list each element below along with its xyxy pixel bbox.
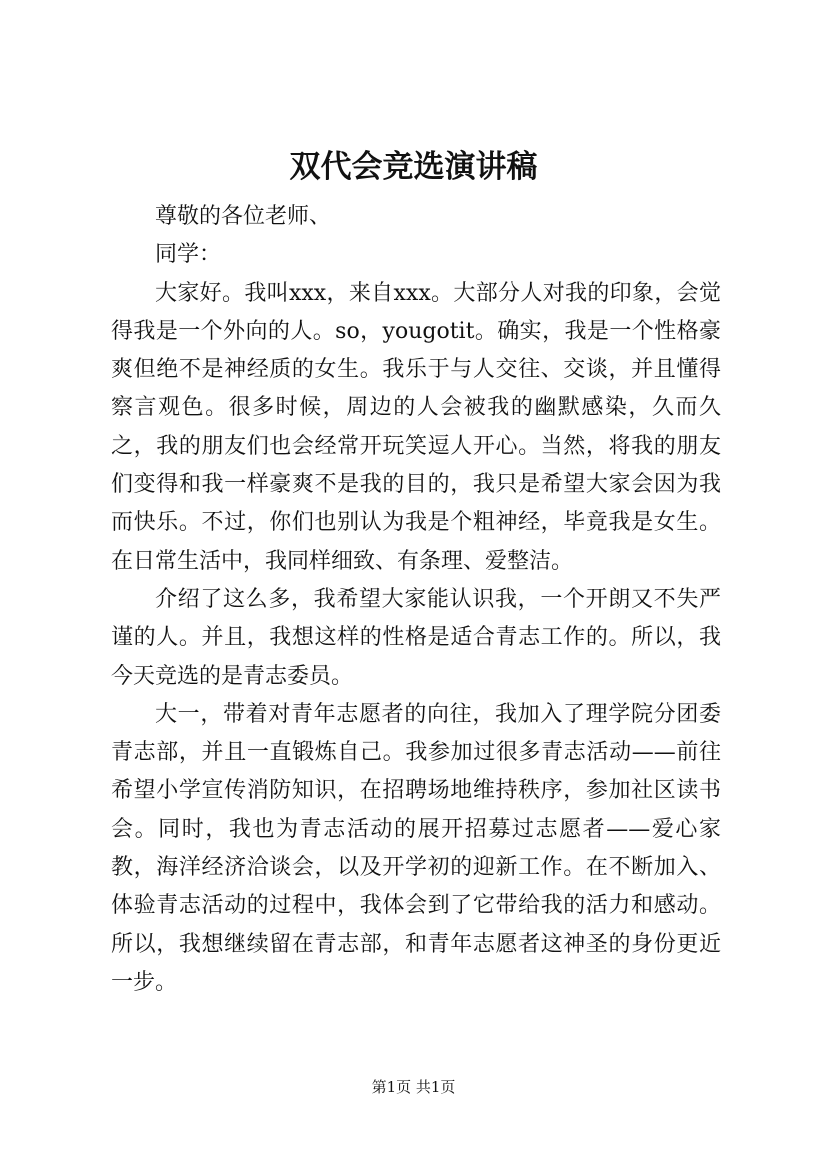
paragraph-position: 介绍了这么多，我希望大家能认识我，一个开朗又不失严谨的人。并且，我想这样的性格是适合青志工作的。所以，我今天竞选的是青志委员。 [111,586,721,689]
paragraph-intro: 大家好。我叫xxx，来自xxx。大部分人对我的印象，会觉得我是一个外向的人。so，yougotit。确实，我是一个性格豪爽但绝不是神经质的女生。我乐于与人交往、交谈，并且懂得察言观色。很多时候，周边的人会被我的幽默感染，久而久之，我的朋友们也会经常开玩笑逗人开心。当然，将我的朋友们变得和我一样豪爽不是我的目的，我只是希望大家会因为我而快乐。不过，你们也别认为我是个粗神经，毕竟我是女生。在日常生活中，我同样细致、有条理、爱整洁。 [111,280,721,574]
paragraph-experience: 大一，带着对青年志愿者的向往，我加入了理学院分团委青志部，并且一直锻炼自己。我参加过很多青志活动——前往希望小学宣传消防知识，在招聘场地维持秩序，参加社区读书会。同时，我也为青志活动的展开招募过志愿者——爱心家教，海洋经济洽谈会，以及开学初的迎新工作。在不断加入、体验青志活动的过程中，我体会到了它带给我的活力和感动。所以，我想继续留在青志部，和青年志愿者这神圣的身份更近一步。 [111,701,721,995]
document-title: 双代会竞选演讲稿 [289,149,538,185]
document-body [111,198,721,1002]
salutation-line-2: 同学： [155,242,222,268]
page-footer: 第1页 共1页 [371,1078,456,1096]
salutation-line-1: 尊敬的各位老师、 [155,204,332,229]
